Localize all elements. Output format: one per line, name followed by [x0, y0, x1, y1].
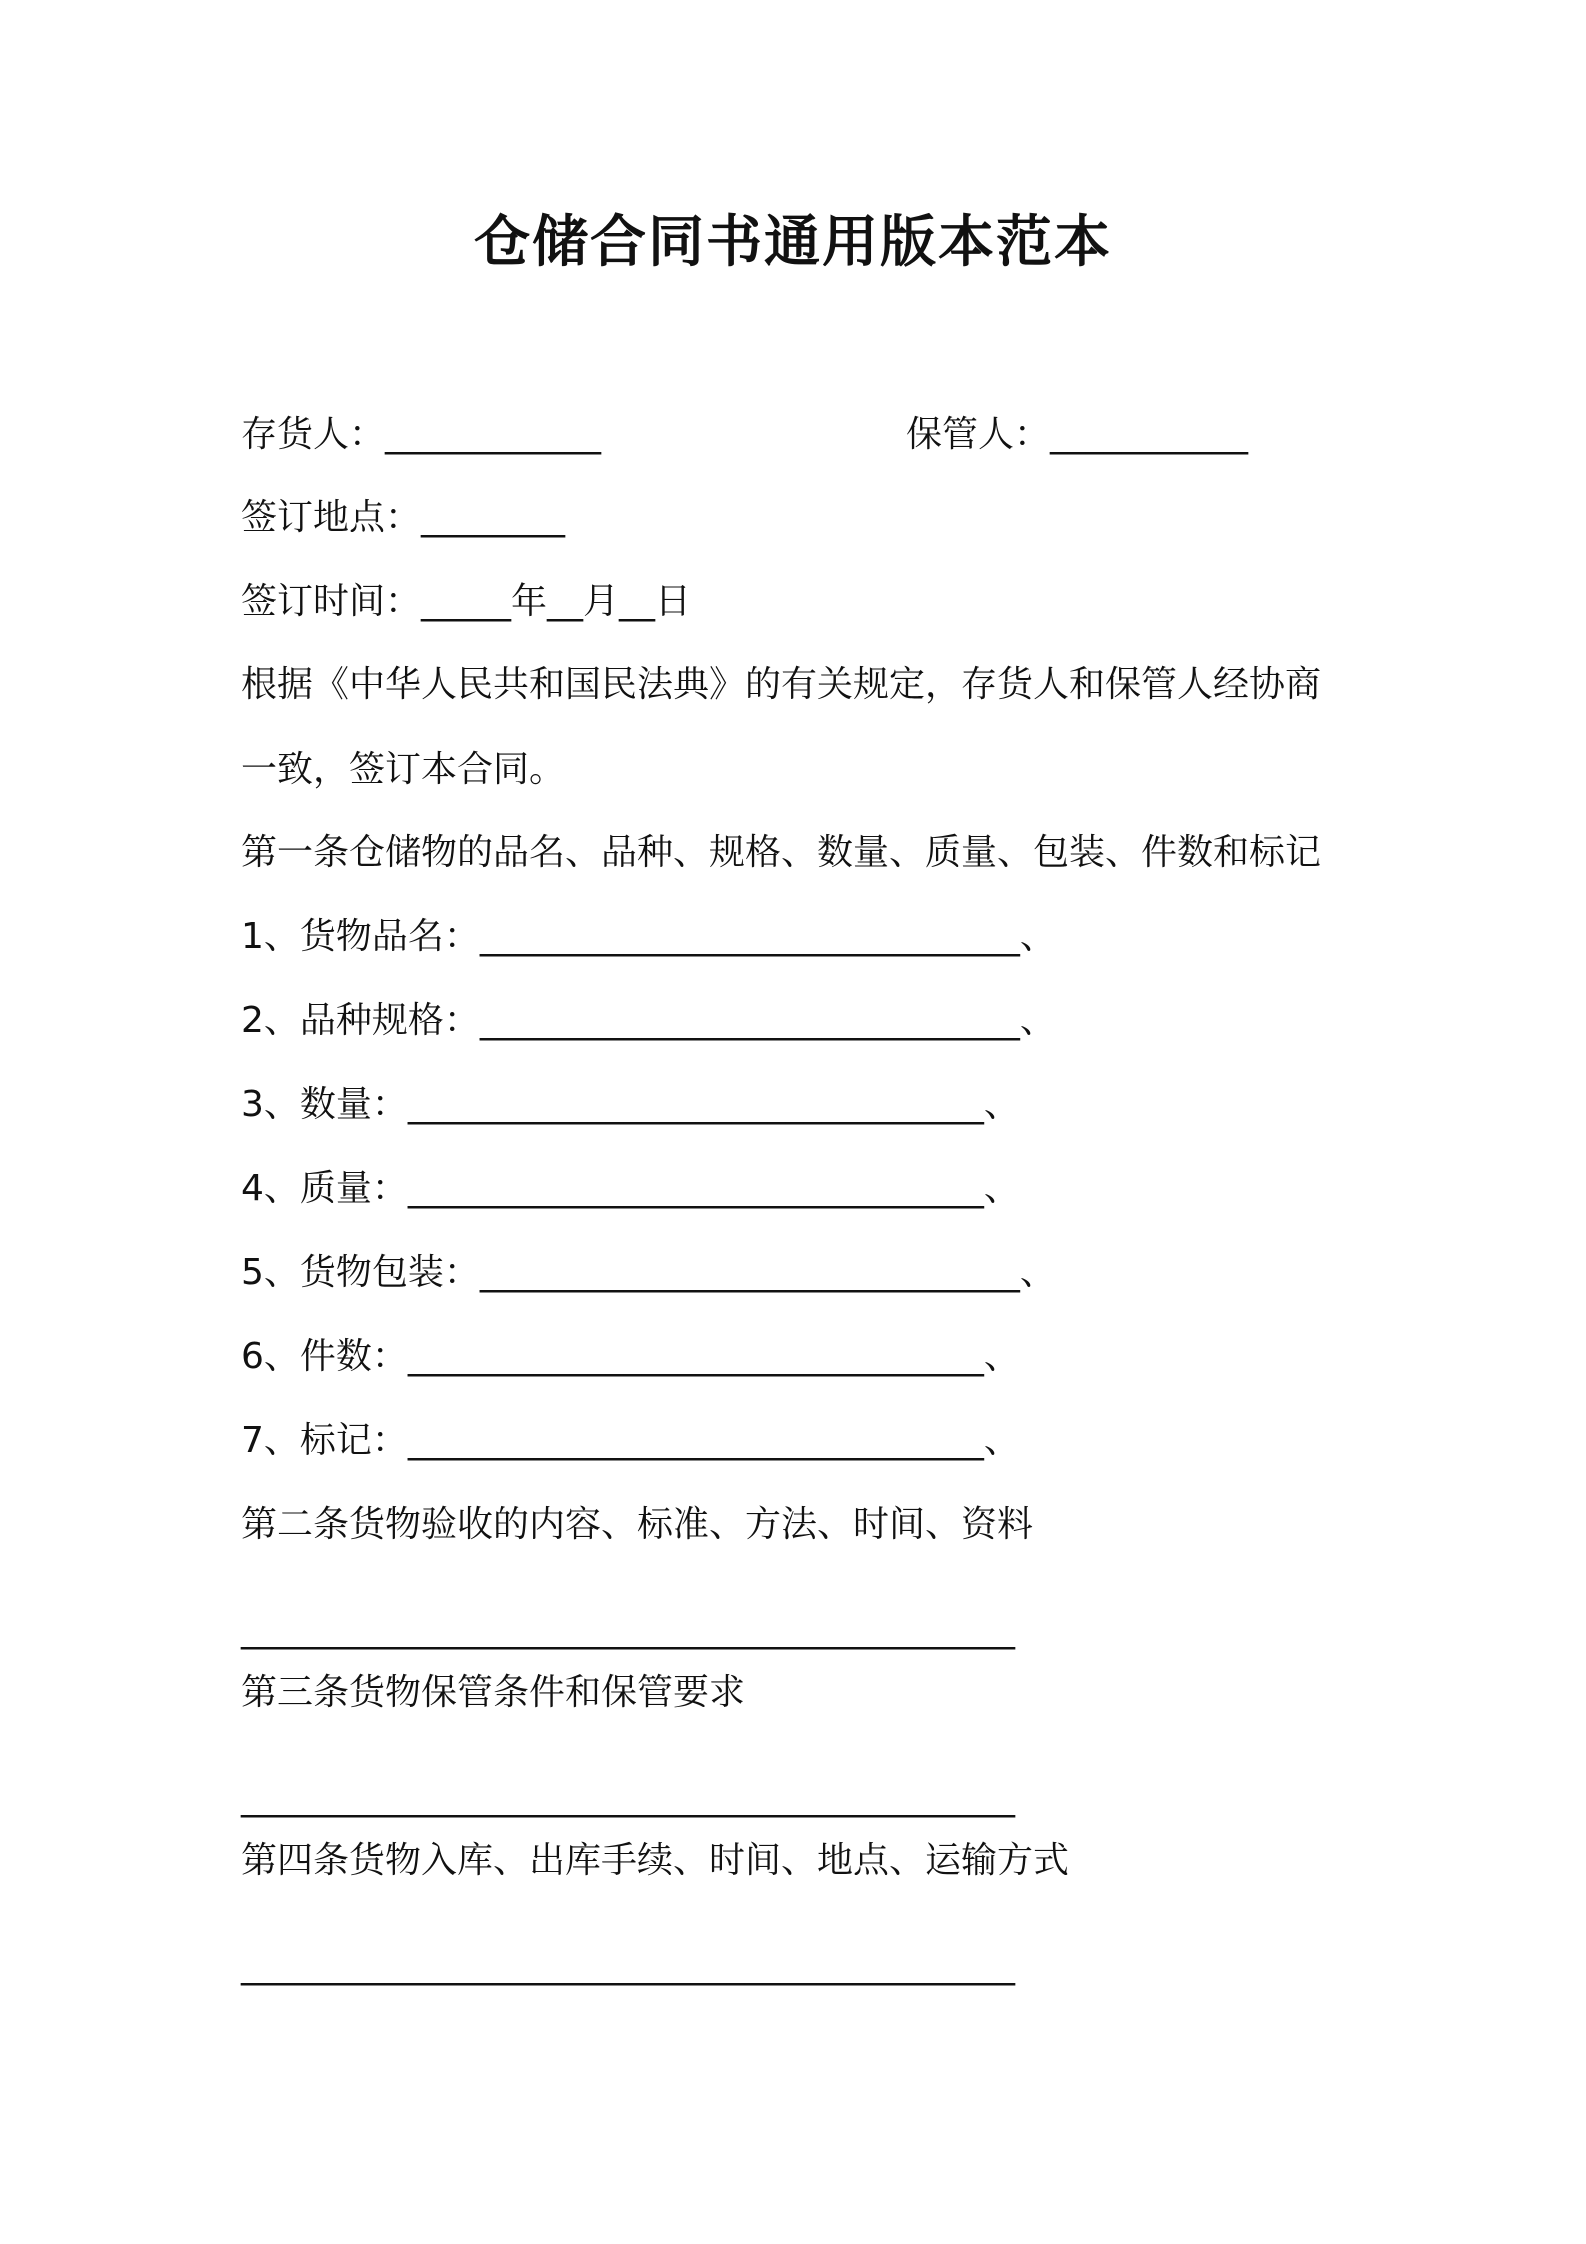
article-1-item: 7、标记：________________________________、	[241, 1420, 1020, 1461]
article-2-heading: 第二条货物验收的内容、标准、方法、时间、资料	[241, 1504, 1034, 1545]
article-1-item: 4、质量：________________________________、	[241, 1168, 1020, 1209]
depositor-field: 存货人：____________	[241, 414, 602, 455]
article-1-item: 3、数量：________________________________、	[241, 1084, 1020, 1125]
article-1-heading: 第一条仓储物的品名、品种、规格、数量、质量、包装、件数和标记	[241, 832, 1322, 873]
article-4-heading: 第四条货物入库、出库手续、时间、地点、运输方式	[241, 1840, 1070, 1881]
article-3-heading: 第三条货物保管条件和保管要求	[241, 1672, 746, 1713]
article-2-blank: ___________________________________________	[241, 1609, 1015, 1650]
article-1-item: 5、货物包装：______________________________、	[241, 1252, 1056, 1293]
article-1-item: 1、货物品名：______________________________、	[241, 916, 1056, 957]
sign-date-field: 签订时间：_____年__月__日	[241, 581, 692, 622]
article-4-blank: ___________________________________________	[241, 1945, 1015, 1986]
article-1-item: 2、品种规格：______________________________、	[241, 1000, 1056, 1041]
intro-line-1: 根据《中华人民共和国民法典》的有关规定，存货人和保管人经协商	[241, 664, 1322, 705]
keeper-field: 保管人：___________	[906, 414, 1249, 455]
article-1-item: 6、件数：________________________________、	[241, 1336, 1020, 1377]
intro-line-2: 一致，签订本合同。	[241, 749, 566, 790]
article-3-blank: ___________________________________________	[241, 1777, 1015, 1818]
document-title: 仓储合同书通用版本范本	[474, 210, 1112, 275]
sign-place-field: 签订地点：________	[241, 497, 566, 538]
